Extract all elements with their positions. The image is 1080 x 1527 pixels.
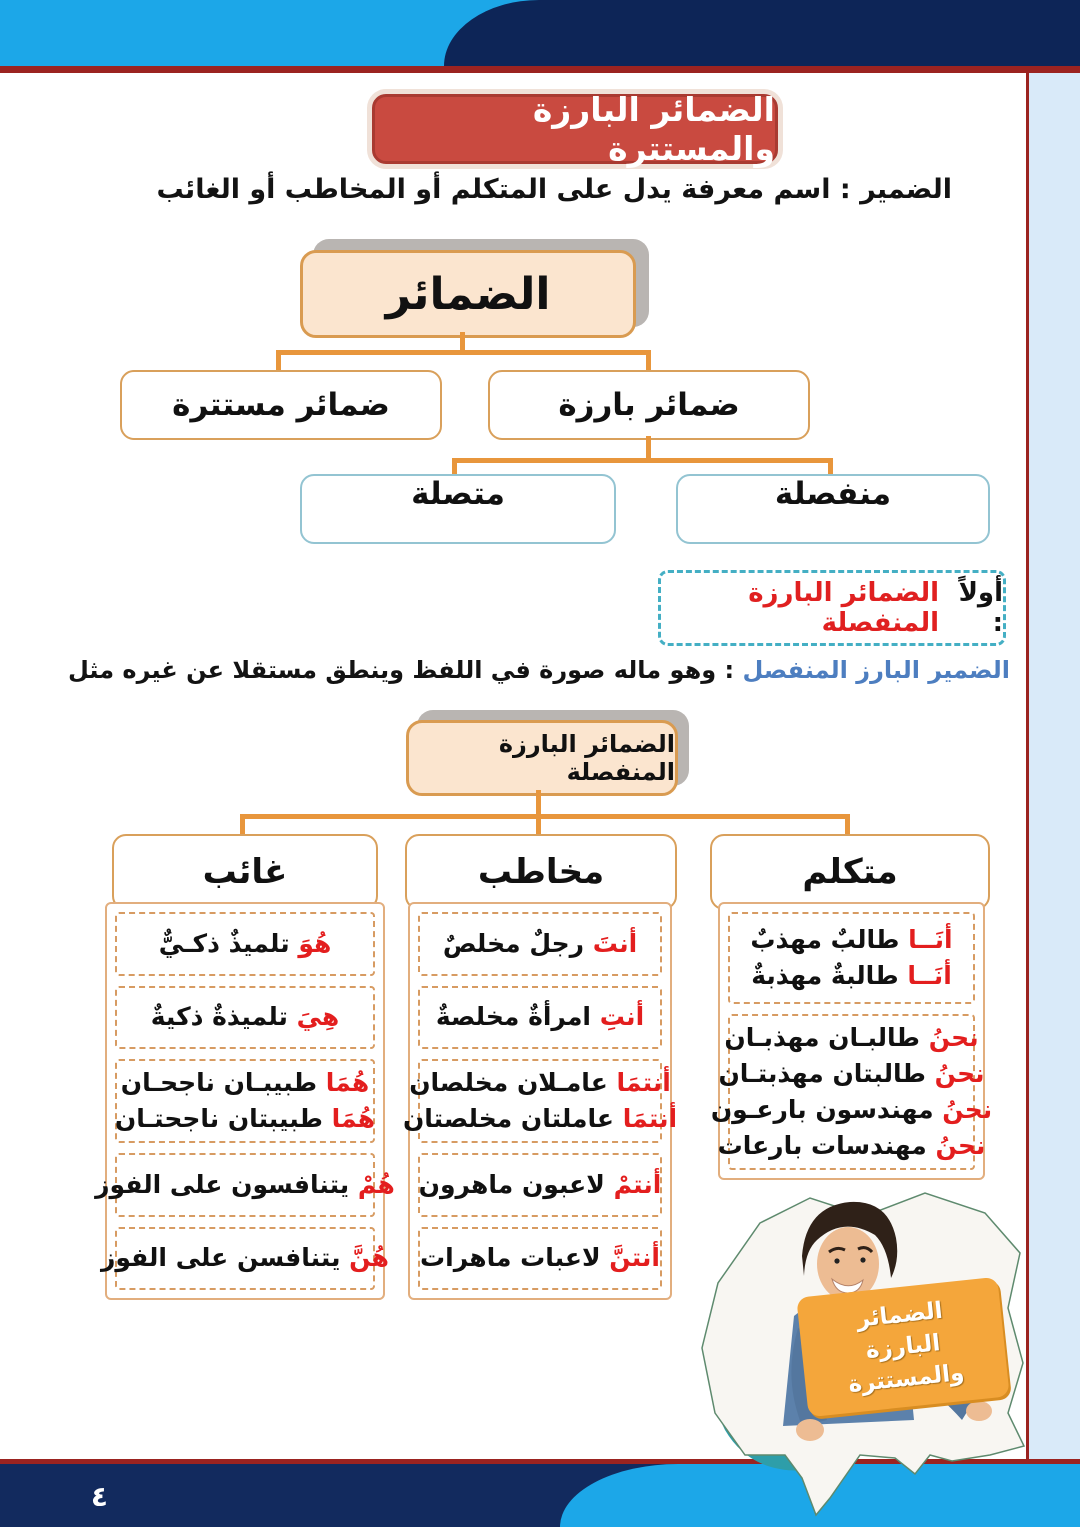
sentence-rest: لاعبون ماهرون xyxy=(418,1169,614,1199)
examples-column-mukhatab xyxy=(402,902,678,1300)
pronoun-highlight: هُوَ xyxy=(298,928,332,958)
sentence-rest: طالبتان مهذبتـان xyxy=(718,1059,935,1088)
page-title-text: الضمائر البارزة والمستترة xyxy=(532,90,775,168)
connector xyxy=(452,458,833,463)
section-first-heading: أولاً : الضمائر البارزة المنفصلة xyxy=(658,570,1006,646)
example-sentence xyxy=(718,1128,986,1164)
example-sentence xyxy=(718,1056,984,1092)
sentence-rest: رجلٌ مخلصٌ xyxy=(442,928,593,958)
pronoun-highlight: نحنُ xyxy=(942,1095,993,1124)
pronoun-highlight: نحنُ xyxy=(934,1059,985,1088)
example-card xyxy=(402,1059,678,1143)
pronoun-highlight: هُمَا xyxy=(331,1104,376,1133)
sentence-rest: امرأةٌ مخلصةٌ xyxy=(435,1002,600,1032)
pronoun-highlight: أنتمَا xyxy=(622,1104,678,1133)
sentence-rest: تلميذةٌ ذكيةٌ xyxy=(150,1002,297,1032)
sentence-rest: عامـلان مخلصان xyxy=(409,1068,617,1097)
sentence-rest: طالبٌ مهذبٌ xyxy=(750,925,909,954)
pronoun-highlight: هُمَا xyxy=(325,1068,370,1097)
connector xyxy=(276,350,651,355)
connector xyxy=(240,814,850,819)
example-sentence xyxy=(151,999,340,1035)
pronoun-highlight: هُمْ xyxy=(357,1169,395,1199)
pronoun-highlight: أنَــا xyxy=(908,925,953,954)
example-sentence xyxy=(115,1101,375,1137)
sentence-rest: لاعبات ماهرات xyxy=(420,1243,610,1273)
example-card xyxy=(95,1153,395,1217)
chart1-root-box: الضمائر xyxy=(300,250,636,338)
page-number: ٤ xyxy=(90,1480,108,1513)
orange-sign xyxy=(796,1277,1009,1417)
connector xyxy=(828,458,833,474)
example-sentence xyxy=(751,958,952,994)
sentence-rest: عاملتان مخلصتان xyxy=(402,1104,623,1133)
pronoun-highlight: أنتِ xyxy=(599,1002,645,1032)
connector xyxy=(240,814,245,834)
separate-pronoun-definition: الضمير البارز المنفصل : وهو ماله صورة في اللفظ وينطق مستقلا عن غيره مثل xyxy=(67,656,1010,684)
sign-line: والمستترة xyxy=(847,1359,966,1398)
example-sentence xyxy=(436,999,644,1035)
connector xyxy=(276,350,281,372)
sentence-rest: طالبةٌ مهذبةٌ xyxy=(751,961,908,990)
example-sentence xyxy=(724,1020,978,1056)
sign-line: الضمائر xyxy=(855,1297,944,1333)
example-sentence xyxy=(711,1092,992,1128)
example-sentence xyxy=(420,1240,660,1276)
example-card xyxy=(100,1227,390,1291)
pronoun-highlight: نحنُ xyxy=(935,1131,986,1160)
examples-column-mutakallim xyxy=(710,902,993,1180)
connector xyxy=(536,790,541,814)
example-card xyxy=(418,1227,662,1291)
chart2-category-ghaib: غائب xyxy=(112,834,378,910)
page-title xyxy=(372,90,778,168)
example-sentence xyxy=(403,1101,677,1137)
connector xyxy=(646,436,651,458)
sentence-rest: طالبـان مهذبـان xyxy=(724,1023,929,1052)
example-sentence xyxy=(409,1065,671,1101)
example-card xyxy=(418,912,662,976)
sentence-rest: يتنافسون على الفوز xyxy=(95,1169,358,1199)
pronoun-highlight: نحنُ xyxy=(928,1023,979,1052)
pronoun-highlight: أنتنَّ xyxy=(609,1243,660,1273)
connector xyxy=(452,458,457,474)
example-sentence xyxy=(419,1167,662,1203)
pronoun-highlight: أنتَ xyxy=(592,928,638,958)
example-card xyxy=(418,1153,662,1217)
page-header-band xyxy=(0,0,1080,66)
chart2-root-box: الضمائر البارزة المنفصلة xyxy=(406,720,678,796)
example-sentence xyxy=(443,926,637,962)
pronoun-highlight: هِيَ xyxy=(296,1002,340,1032)
chart2-category-mutakallim: متكلم xyxy=(710,834,990,910)
example-sentence xyxy=(159,926,332,962)
chart1-grandchild-muttasila: متصلة xyxy=(300,474,616,544)
pronoun-highlight: أنَــا xyxy=(907,961,952,990)
chart1-child-mustatira: ضمائر مستترة xyxy=(120,370,442,440)
chart1-child-bariza: ضمائر بارزة xyxy=(488,370,810,440)
example-sentence xyxy=(101,1240,389,1276)
example-card xyxy=(710,1014,993,1170)
connector xyxy=(845,814,850,834)
sentence-rest: يتنافسن على الفوز xyxy=(100,1243,350,1273)
chart1-grandchild-munfasila: منفصلة xyxy=(676,474,990,544)
examples-column-ghaib xyxy=(95,902,395,1300)
pronoun-highlight: أنتمَا xyxy=(616,1068,671,1097)
chart2-category-mukhatab: مخاطب xyxy=(405,834,677,910)
example-card xyxy=(115,912,375,976)
example-card xyxy=(115,1059,375,1143)
example-sentence xyxy=(95,1167,395,1203)
connector xyxy=(536,814,541,834)
sentence-rest: مهندسون بارعـون xyxy=(710,1095,943,1124)
connector xyxy=(460,332,465,352)
example-sentence xyxy=(750,922,952,958)
connector xyxy=(646,350,651,372)
pronoun-highlight: أنتمْ xyxy=(613,1169,662,1199)
example-card xyxy=(728,912,975,1004)
top-red-divider xyxy=(0,66,1080,73)
pronoun-highlight: هُنَّ xyxy=(349,1243,390,1273)
example-card xyxy=(418,986,662,1050)
sign-line: البارزة xyxy=(864,1330,942,1364)
sentence-rest: طبيبتان ناجحتـان xyxy=(114,1104,332,1133)
pronoun-definition: الضمير : اسم معرفة يدل على المتكلم أو المخاطب أو الغائب xyxy=(156,174,952,205)
sentence-rest: مهندسات بارعات xyxy=(717,1131,936,1160)
sentence-rest: طبيبـان ناجحـان xyxy=(120,1068,326,1097)
example-sentence xyxy=(121,1065,369,1101)
example-card xyxy=(115,986,375,1050)
sentence-rest: تلميذٌ ذكـيٌّ xyxy=(158,928,299,958)
page-header-navy-shape xyxy=(444,0,1080,66)
